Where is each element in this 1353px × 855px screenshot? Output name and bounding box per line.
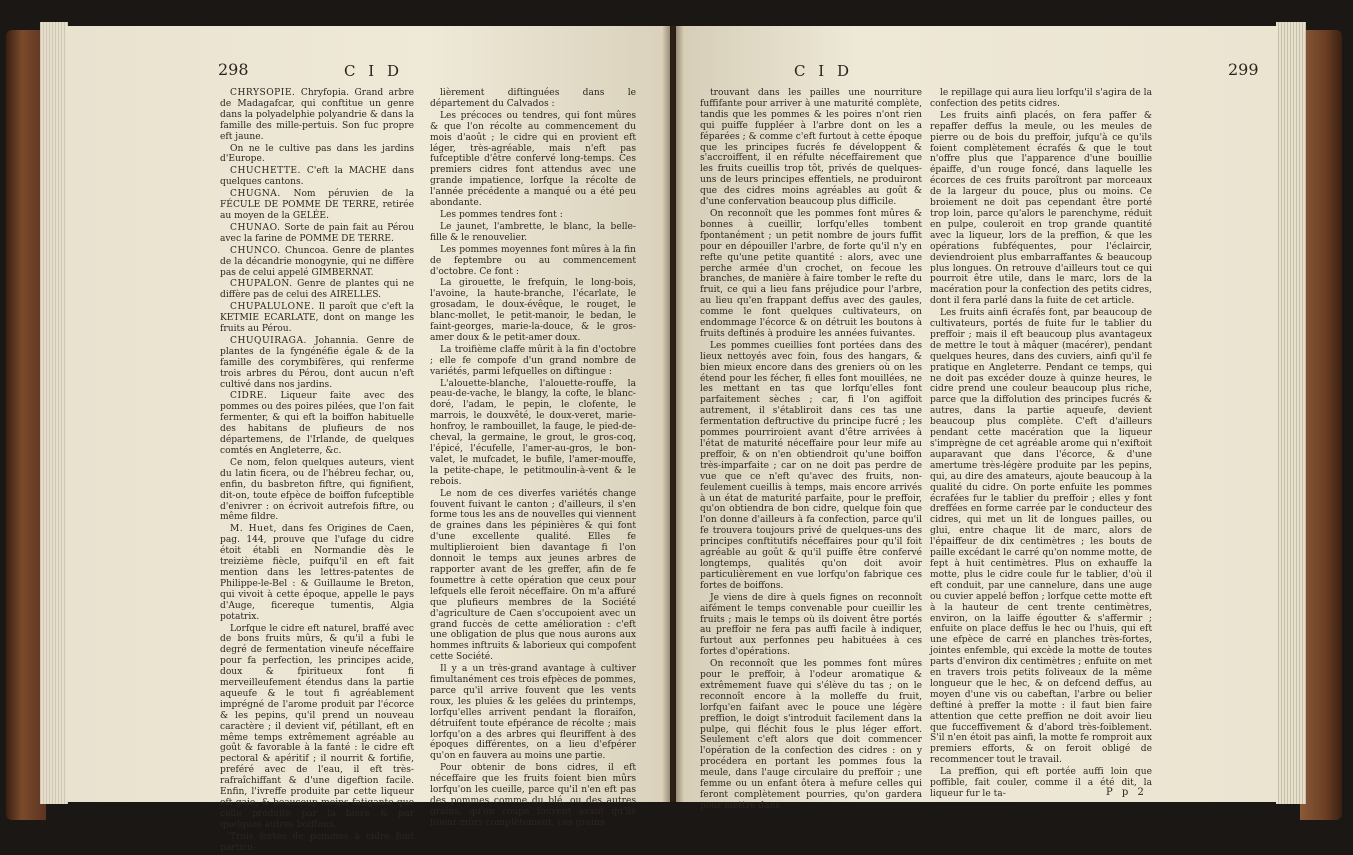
paragraph — [430, 88, 636, 110]
paragraph — [220, 458, 414, 523]
page-number-left: 298 — [218, 60, 249, 79]
paragraph — [220, 223, 414, 245]
paragraph-text: L'alouette-blanche, l'alouette-rouffe, la peau-de-vache, le blangy, la cofte, le blanc-doré, l'adam, le pepin, le clofente, le marrois, le douxvêté, le doux-veret, marie-honfroy, le rambouillet, la fauge, le pied-de-cheval, la germaine, le grout, le gros-coq, l'épicé, l'écufelle, l'amer-au-gros, le bon-valet, le mufcadet, le bufile, l'amer-mouffe, la petite-chape, le petitmoulin-à-vent & le rebois. — [430, 378, 636, 487]
headword: CIDRE. — [230, 391, 268, 402]
paragraph — [220, 189, 414, 222]
paragraph-text: Les précoces ou tendres, qui font mûres & que l'on récolte au commencement du mois d'août ; le cidre qui en provient eft léger, très-agréable, mais n'eft pas fufceptible d'être confervé long-temps. Ces premiers cidres font attendus avec une grande impatience, lorfque la récolte de l'année précédente a manqué ou a été peu abondante. — [430, 110, 636, 209]
paragraph-text: Ce nom, felon quelques auteurs, vient du latin ficera, ou de l'hébreu fechar, ou, enfin, du basbreton fiftre, qui fignifient, dit-on, toute efpèce de boiffon fufceptible d'enivrer : on écrivoit autrefois fiftre, ou même fildre. — [220, 457, 414, 523]
paragraph — [430, 345, 636, 378]
paragraph-text: Nom péruvien de la FÉCULE DE POMME DE TERRE, retirée au moyen de la GELÉE. — [220, 189, 414, 221]
paragraph-text: On ne le cultive pas dans les jardins d'Europe. — [220, 143, 414, 165]
page-number-right: 299 — [1228, 60, 1259, 79]
paragraph-text: Lorfque le cidre eft naturel, braffé avec de bons fruits mûrs, & qu'il a fubi le degré de fermentation vineufe néceffaire pour fa perfection, les principes acide, doux & fpiritueux font fi merveilleufement étendus dans la partie aqueufe & le tout fi agréablement imprégné de l'arome produit par l'écorce & les pepins, qu'il prend un nouveau caractère ; il devient vif, pétillant, eft en même temps extrêmement agréable au goût & favorable à la fanté : le cidre eft pectoral & apéritif ; il nourrit & fortifie, preféré avec de l'eau, il eft très-rafraîchiffant & d'une digeftion facile. Enfin, l'ivreffe produite par cette liqueur eft gaie, & beaucoup moins fatigante que celle produite par la bière & par quelques autres boiffons. — [220, 623, 414, 830]
headword: CHUNAO. — [230, 222, 281, 233]
headword: CHUNCO. — [230, 245, 281, 256]
paragraph — [220, 279, 414, 301]
paragraph-text: Les fruits ainfi placés, on fera paffer & repaffer deffus la meule, ou les meules de pierre ou de bois du preffoir, jufqu'à ce qu'ils foient complètement écrafés & que le tout n'offre plus que l'apparence d'une bouillie épaiffe, d'un rouge foncé, dans laquelle les écorces de ces fruits paroîtront par morceaux de la largeur du pouce, plus ou moins. Ce broiement ne doit pas cependant être porté trop loin, parce qu'alors le parenchyme, réduit en pulpe, couleroit en trop grande quantité avec la liqueur, lors de la preffion, & que les opérations fubféquentes, pour l'éclaircir, deviendroient plus embarraffantes & beaucoup plus longues. On retrouve d'ailleurs tout ce qui pourroit être utile, dans le marc, lors de la macération pour la confection des petits cidres, dont il fera parlé dans la fuite de cet article. — [930, 110, 1152, 307]
paragraph — [220, 391, 414, 456]
paragraph — [220, 336, 414, 391]
paragraph-text: On reconnoît que les pommes font mûres & bonnes à cueillir, lorfqu'elles tombent fpontanément ; un petit nombre de jours fuffit pour en dépouiller l'arbre, de forte qu'il n'y en refte qu'une petite quantité : alors, avec une perche armée d'un crochet, on fecoue les branches, de manière à faire tomber le refte du fruit, ce qui a lieu fans préjudice pour l'arbre, au lieu qu'en frappant deffus avec des gaules, comme le font quelques cultivateurs, on endommage l'écorce & on détruit les boutons à fruits deftinés à produire les années fuivantes. — [700, 208, 922, 339]
paragraph — [220, 624, 414, 831]
headword: CHRYSOPIE. — [230, 88, 296, 98]
book-gutter — [662, 26, 684, 802]
paragraph — [220, 246, 414, 279]
paragraph — [220, 166, 414, 188]
paragraph — [430, 664, 636, 762]
left-page-column-2 — [430, 88, 636, 830]
paragraph-text: C'eft la MACHE dans quelques cantons. — [220, 166, 414, 188]
paragraph-text: Sorte de pain fait au Pérou avec la farine de POMME DE TERRE. — [220, 222, 414, 244]
paragraph-text: Genre de plantes qui ne diffère pas de celui des AIRELLES. — [220, 279, 414, 301]
headword: CHUPALON. — [230, 279, 293, 290]
paragraph-text: Je viens de dire à quels fignes on reconnoît aifément le temps convenable pour cueillir les fruits ; mais le temps où ils doivent être portés au preffoir ne fera pas auffi facile à indiquer, furtout aux perfonnes peu habituées à ces fortes d'opérations. — [700, 592, 922, 658]
paragraph-text: Les pommes moyennes font mûres à la fin de feptembre ou au commencement d'octobre. Ce font : — [430, 244, 636, 277]
paragraph — [430, 379, 636, 488]
paragraph — [430, 278, 636, 343]
paragraph — [430, 111, 636, 209]
page-stack-left — [40, 22, 68, 804]
paragraph-text: Le nom de ces diverfes variétés change fouvent fuivant le canton ; d'ailleurs, il s'en forme tous les ans de nouvelles qui viennent de graines dans les pépinières & qui font d'une excellente qualité. Elles fe multiplieroient bien davantage fi l'on donnoit le temps aux jeunes arbres de rapporter avant de les greffer, afin de fe foumettre à cette opération que ceux pour lefquels elle feroit néceffaire. On m'a affuré que plufieurs membres de la Société d'agriculture de Caen s'occupoient avec un grand fuccès de cette amélioration : c'eft une obligation de plus que nous aurons aux hommes inftruits & laborieux qui compofent cette Société. — [430, 488, 636, 663]
headword: CHUCHETTE. — [230, 166, 301, 177]
running-head-left: C I D — [344, 62, 403, 80]
right-page — [676, 26, 1278, 811]
paragraph — [700, 659, 922, 812]
paragraph-text: trouvant dans les pailles une nourriture fuffifante pour arriver à une maturité complète, tandis que les pommes & les poires n'ont rien qui puiffe fuppléer à l'arbre dont on les a féparées ; & comme c'eft furtout à cette époque que les principes fucrés fe développent & s'accroiffent, il en réfulte néceffairement que les fruits cueillis trop tôt, privés de quelques-uns de leurs principes effentiels, ne produiront que des cidres moins agréables au goût & d'une confervation beaucoup plus difficile. — [700, 88, 922, 208]
paragraph-text: Il y a un très-grand avantage à cultiver fimultanément ces trois efpèces de pommes, parce qu'il arrive fouvent que les vents roux, les pluies & les gelées du printemps, lorfqu'elles arrivent pendant la floraifon, détruifent toute efpérance de récolte ; mais lorfqu'on a des arbres qui fleuriffent à des époques différentes, on a lieu d'efpérer qu'on en fauvera au moins une partie. — [430, 664, 636, 762]
paragraph — [700, 209, 922, 340]
paragraph-text: Trois fortes de pommes à cidre font particu- — [220, 831, 414, 853]
left-page — [66, 26, 670, 853]
paragraph — [700, 88, 922, 208]
page-stack-right — [1276, 22, 1306, 804]
paragraph — [220, 88, 414, 143]
paragraph — [930, 111, 1152, 307]
paragraph — [930, 308, 1152, 766]
paragraph-text: La preffion, qui eft portée auffi loin que poffible, fait couler, comme il a été dit, la liqueur fur le ta- — [930, 767, 1152, 799]
paragraph — [220, 302, 414, 335]
paragraph — [430, 210, 636, 221]
paragraph — [430, 489, 636, 664]
signature-mark: P p 2 — [1106, 787, 1147, 798]
right-page-column-1 — [700, 88, 922, 813]
book-cover-right — [1300, 30, 1342, 820]
paragraph-text: Chryfopia. Grand arbre de Madagafcar, qui conftitue un genre dans la polyadelphie polyandrie & dans la famille des mille-pertuis. Son fuc propre eft jaune. — [220, 88, 414, 142]
paragraph-text: Il paroît que c'eft la KETMIE ECARLATE, dont on mange les fruits au Pérou. — [220, 302, 414, 335]
running-head-right: C I D — [794, 62, 853, 80]
paragraph — [700, 341, 922, 592]
paragraph — [220, 524, 414, 622]
headword: CHUGNA. — [230, 189, 281, 200]
paragraph-text: Johannia. Genre de plantes de la fyngénéfie égale & de la famille des corymbifères, qui renferme trois arbres du Pérou, dont aucun n'eft cultivé dans nos jardins. — [220, 335, 414, 390]
paragraph — [430, 763, 636, 828]
paragraph — [700, 593, 922, 658]
right-page-column-2 — [930, 88, 1152, 801]
paragraph-text: Pour obtenir de bons cidres, il eft néceffaire que les fruits foient bien mûrs lorfqu'on les cueille, parce qu'il n'en eft pas des pommes comme du blé, ou des autres grains, qu'on coupe fouvent avant qu'ils foient mûrs complètement, ces grains — [430, 763, 636, 828]
paragraph-text: La troifième claffe mûrit à la fin d'octobre ; elle fe compofe d'un grand nombre de variétés, parmi lefquelles on diftingue : — [430, 344, 636, 377]
paragraph-text: Les fruits ainfi écrafés font, par beaucoup de cultivateurs, portés de fuite fur le tablier du preffoir ; mais il eft beaucoup plus avantageux de mettre le tout à mâquer (macérer), pendant quelques heures, dans des cuviers, ainfi qu'il fe pratique en Angleterre. Pendant ce temps, qui ne doit pas excéder douze à quinze heures, le cidre prend une couleur beaucoup plus riche, parce que la diffolution des principes fucrés & autres, dans la partie aqueufe, devient beaucoup plus complète. C'eft d'ailleurs pendant cette macération que la liqueur s'imprègne de cet agréable arome qui n'exiftoit auparavant que dans l'écorce, & d'une amertume très-légère produite par les pepins, qui, au dire des amateurs, ajoute beaucoup à la qualité du cidre. On porte enfuite les pommes écrafées fur le tablier du preffoir ; elles y font dreffées en forme carrée par le conducteur des cidres, qui met un lit de longues pailles, ou glui, entre chaque lit de marc, alors de l'épaiffeur de dix centimètres ; les bouts de paille excédant le carré qu'on nomme motte, de fept à huit centimètres. Plus on exhauffe la motte, plus le cidre coule fur le tablier, d'où il eft conduit, par une cannelure, dans une auge ou cuvier appelé beffon ; lorfque cette motte eft à la hauteur de cent trente centimètres, environ, on la laiffe égoutter & s'affermir ; enfuite on place deffus le hec ou l'huis, qui eft une efpèce de carré en planches très-fortes, jointes enfemble, qui excède la motte de toutes parts d'environ dix centimètres ; enfuite on met en travers trois petits foliveaux de la même longueur que le hec, & on defcend deffus, au moyen d'une vis ou cabeftan, l'arbre ou belier deftiné à preffer la motte : il faut bien faire attention que cette preffion ne doit avoir lieu que fucceffivement & d'abord très-foiblement. S'il n'en étoit pas ainfi, la motte fe romproit aux premiers efforts, & on feroit obligé de recommencer tout le travail. — [930, 308, 1152, 766]
paragraph — [220, 832, 414, 854]
left-page-column-1 — [220, 88, 414, 855]
headword: M. Huet, — [230, 524, 277, 535]
paragraph — [430, 222, 636, 244]
headword: CHUPALULONE. — [230, 302, 315, 313]
paragraph-text: Le jaunet, l'ambrette, le blanc, la belle-fille & le renouvelier. — [430, 221, 636, 243]
paragraph — [430, 245, 636, 278]
paragraph-text: On reconnoît que les pommes font mûres pour le preffoir, à l'odeur aromatique & extrêmement fuave qui s'élève du tas ; on le reconnoît encore à la molleffe du fruit, lorfqu'en faifant avec le pouce une légère preffion, le doigt s'introduit facilement dans la pulpe, qui fléchit fous le plus léger effort. Seulement c'eft alors que doit commencer l'opération de la confection des cidres : on y procédera en portant les pommes fous la meule, dans l'auge circulaire du preffoir ; une femme ou un enfant ôtera à mefure celles qui feront complètement pourries, qu'on gardera pour mettre dans — [700, 659, 922, 811]
paragraph — [220, 144, 414, 166]
paragraph — [930, 88, 1152, 110]
paragraph-text: lièrement diftinguées dans le département du Calvados : — [430, 88, 636, 109]
paragraph-text: Les pommes cueillies font portées dans des lieux nettoyés avec foin, fous des hangars, & bien mieux encore dans des greniers où on les étend pour les fécher, fi elles font mouillées, ne les mettant en tas que lorfqu'elles font parfaitement sèches ; car, fi l'on agiffoit autrement, il s'établiroit dans ces tas une fermentation deftructive du principe fucré ; les pommes pourriroient avant d'être arrivées à l'état de maturité néceffaire pour leur mife au preffoir, & on n'en obtiendroit qu'une boiffon très-imparfaite ; car on ne doit pas perdre de vue que ce n'eft qu'avec des fruits, non-feulement cueillis à temps, mais encore arrivés à un état de maturité parfaite, pour le preffoir, qu'on obtiendra de bon cidre, quelque foin que l'on donne d'ailleurs à fa confection, parce qu'il fe trouvera toujours privé de quelques-uns des principes conftitutifs néceffaires pour qu'il foit agréable au goût & qu'il puiffe être confervé longtemps, qualités qu'on doit avoir particulièrement en vue lorfqu'on fabrique ces fortes de boiffons. — [700, 340, 922, 591]
paragraph-text: le repillage qui aura lieu lorfqu'il s'agira de la confection des petits cidres. — [930, 88, 1152, 109]
paragraph-text: Les pommes tendres font : — [440, 209, 563, 220]
headword: CHUQUIRAGA. — [230, 335, 307, 346]
paragraph-text: Chuncoa. Genre de plantes de la décandrie monogynie, qui ne diffère pas de celui appelé GIMBERNAT. — [220, 245, 414, 278]
paragraph-text: dans fes Origines de Caen, pag. 144, prouve que l'ufage du cidre étoit établi en Normandie dès le treizième fiècle, puifqu'il en eft fait mention dans les lettres-patentes de Philippe-le-Bel : & Guillaume le Breton, qui vivoit à cette époque, appelle le pays d'Auge, ficereque tumentis, Algia potatrix. — [220, 524, 414, 622]
paragraph-text: Liqueur faite avec des pommes ou des poires pilées, que l'on fait fermenter, & qui eft la boiffon habituelle des habitans de plufieurs de nos départemens, de l'Irlande, de quelques comtés en Angleterre, &c. — [220, 391, 414, 456]
paragraph-text: La girouette, le frefquin, le long-bois, l'avoine, la haute-branche, l'écarlate, le grosadam, le doux-évêque, le rouget, le blanc-mollet, le petit-manoir, le bedan, le faint-georges, marie-la-douce, & le gros-amer doux & le petit-amer doux. — [430, 278, 636, 343]
